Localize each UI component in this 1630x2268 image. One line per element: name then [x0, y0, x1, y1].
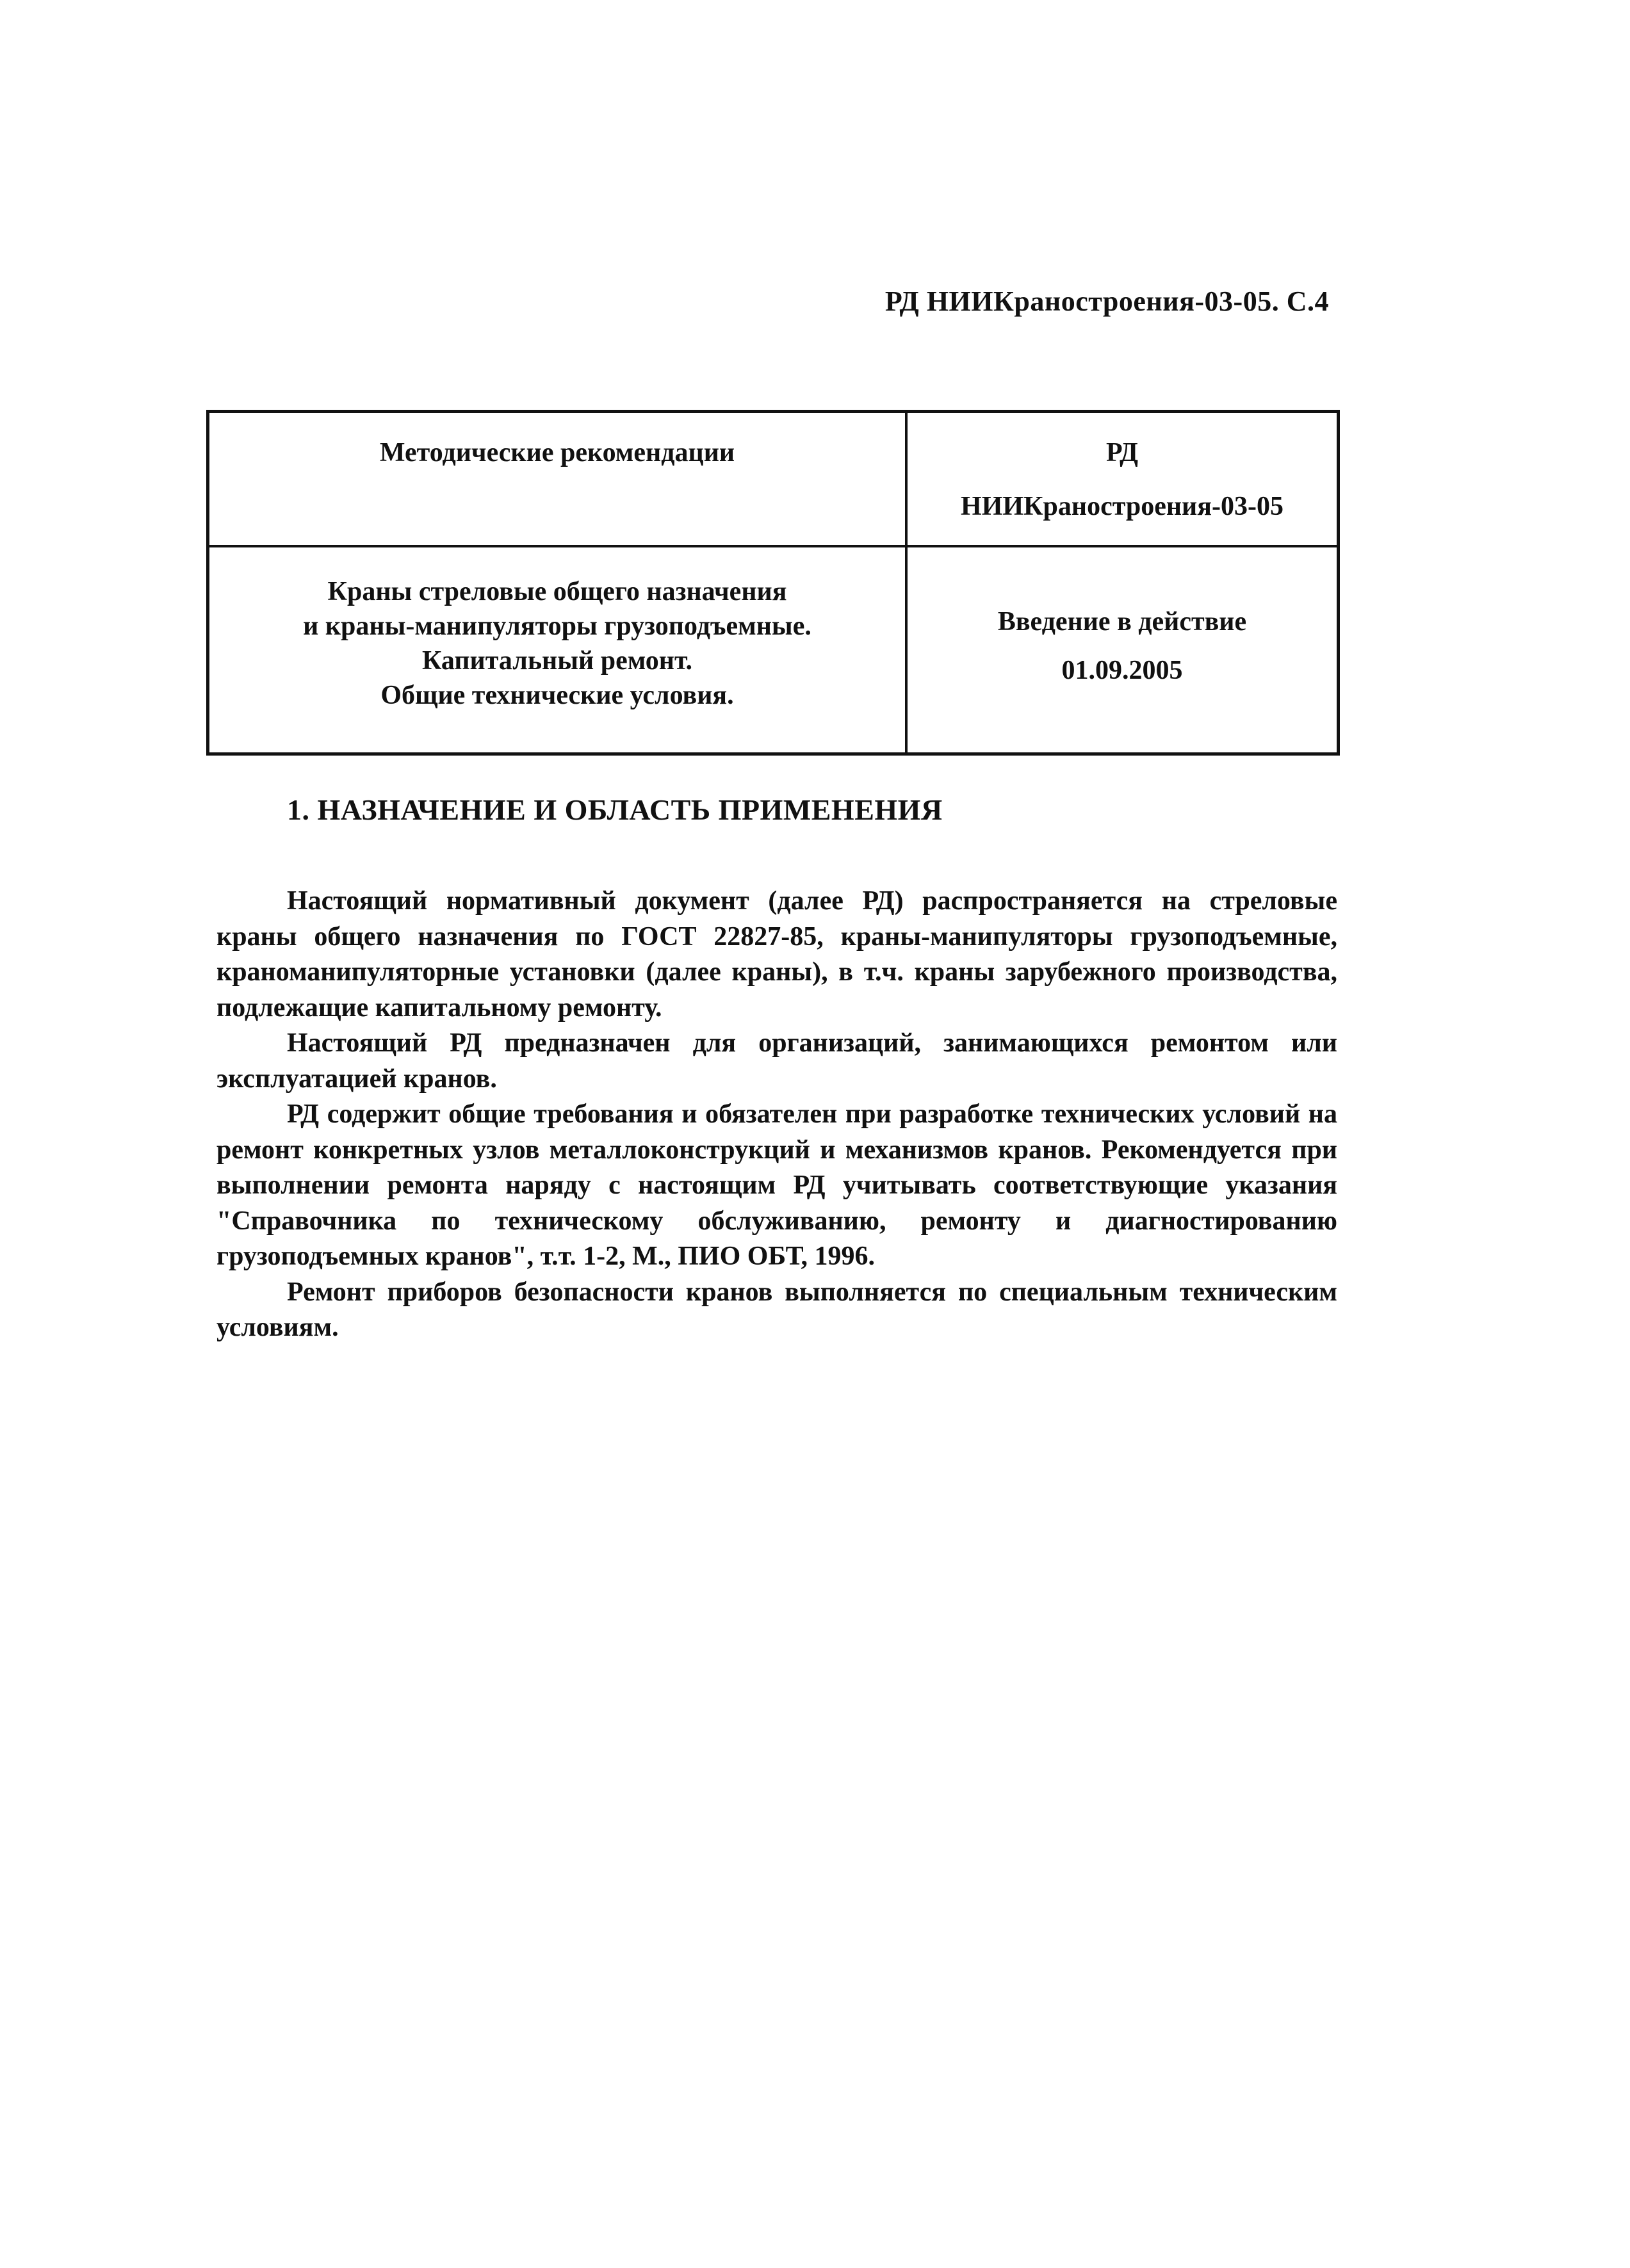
body-paragraph: Ремонт приборов безопасности кранов выполняется по специальным техническим условиям.	[216, 1277, 1337, 1342]
doc-code-line2: НИИКраностроения-03-05	[961, 492, 1284, 521]
title-block-row-bottom	[208, 546, 1339, 754]
doc-title-line: Краны стреловые общего назначения	[327, 577, 787, 606]
doc-code-line1: РД	[1105, 438, 1139, 467]
doc-type: Методические рекомендации	[379, 438, 735, 467]
doc-title-line: и краны-манипуляторы грузоподъемные.	[303, 612, 811, 641]
section-body	[216, 884, 1337, 1346]
effective-date-cell	[906, 546, 1339, 754]
page-header-doc-ref: РД НИИКраностроения-03-05. С.4	[884, 286, 1329, 317]
body-paragraph: Настоящий РД предназначен для организаций, занимающихся ремонтом или эксплуатацией кранов.	[216, 1028, 1337, 1094]
doc-title-cell	[208, 546, 907, 754]
doc-type-cell	[208, 412, 907, 547]
body-paragraph: Настоящий нормативный документ (далее РД) распространяется на стреловые краны общего назначения по ГОСТ 22827-85, краны-манипуляторы грузоподъемные, краноманипуляторные установки (далее краны), в т.ч. краны зарубежного производства, подлежащие капитальному ремонту.	[216, 886, 1337, 1023]
doc-title-line: Общие технические условия.	[380, 681, 734, 710]
doc-title-line: Капитальный ремонт.	[422, 646, 692, 676]
effective-label: Введение в действие	[997, 607, 1247, 636]
title-block-table	[206, 410, 1340, 756]
title-block-row-top	[208, 412, 1339, 547]
body-paragraph: РД содержит общие требования и обязателен при разработке технических условий на ремонт конкретных узлов металлоконструкций и механизмов кранов. Рекомендуется при выполнении ремонта наряду с настоящим РД учитывать соответствующие указания "Справочника по техническому обслуживанию, ремонту и диагностированию грузоподъемных кранов", т.т. 1-2, М., ПИО ОБТ, 1996.	[216, 1099, 1337, 1271]
effective-date: 01.09.2005	[1061, 656, 1183, 685]
section-heading: 1. НАЗНАЧЕНИЕ И ОБЛАСТЬ ПРИМЕНЕНИЯ	[287, 793, 943, 826]
doc-code-cell	[906, 412, 1339, 547]
